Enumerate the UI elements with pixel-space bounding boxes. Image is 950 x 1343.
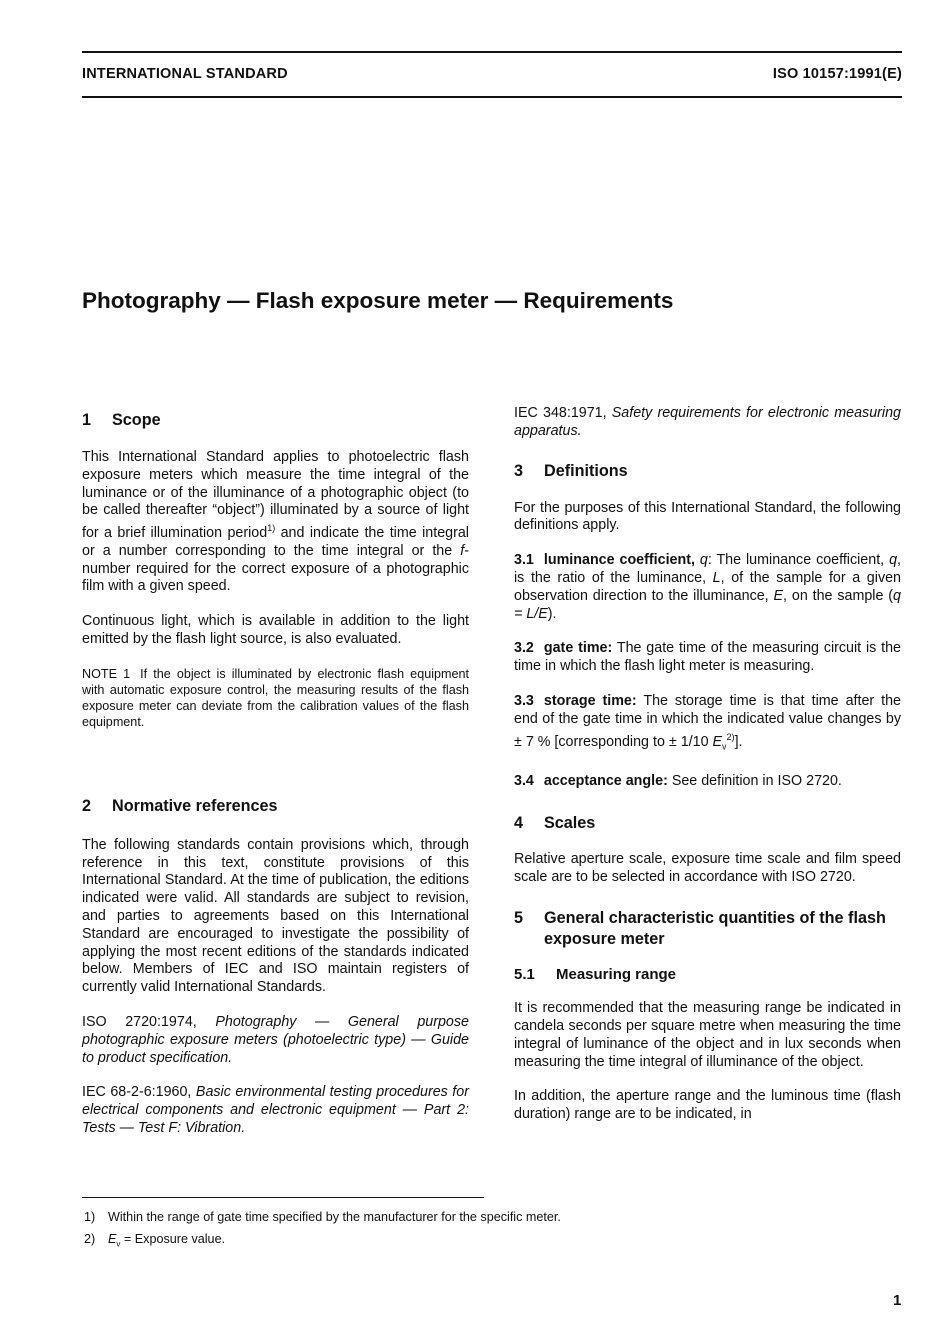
- definition-3-1: [514, 552, 901, 623]
- definitions-intro: For the purposes of this International Standard, the following definitions apply.: [514, 499, 901, 534]
- text-run: : The luminance coefficient,: [707, 552, 890, 569]
- footnote-key: 2): [84, 1232, 96, 1246]
- section-title: General characteristic quantities of the flash exposure meter: [544, 909, 886, 949]
- section-title: Normative references: [112, 796, 278, 815]
- top-rule: [82, 51, 902, 53]
- symbol: q: [889, 552, 898, 569]
- normative-intro-paragraph: The following standards contain provisions which, through reference in this text, constitute provisions of this International Standard. At the time of publication, the editions indicated were valid. All standards are subject to revision, and parties to agreements based on this International Standard are encouraged to investigate the possibility of applying the most recent editions of the standards indicated below. Members of IEC and ISO maintain registers of currently valid International Standards.: [82, 836, 469, 996]
- formula: q = L/E: [514, 587, 901, 622]
- header-rule: [82, 96, 902, 98]
- reference-title: Basic environmental testing procedures for electrical components and electronic equipment — Part 2: Tests — Test F: Vibration.: [82, 1084, 469, 1136]
- text-run: , is the ratio of the luminance,: [514, 552, 901, 586]
- subsection-5-1-heading: [514, 966, 901, 984]
- footnote-ref: 2): [726, 731, 735, 742]
- scope-paragraph: [82, 449, 469, 596]
- text-run: The gate time of the measuring circuit is the time in which the flash light meter is measuring.: [514, 640, 902, 675]
- page-number: 1: [893, 1292, 902, 1309]
- subscript: v: [116, 1239, 121, 1249]
- text-run: , of the sample for a given observation direction to the illuminance,: [514, 569, 901, 604]
- clause-number: 3.4: [514, 772, 534, 789]
- text-run: ].: [734, 733, 743, 750]
- text-run: The storage time is that time after the end of the gate time in which the indicated value changes by ± 7 % [corresponding to ± 1/10: [514, 692, 902, 750]
- footnote-ref: 1): [267, 523, 276, 534]
- right-column: [514, 405, 901, 1141]
- header-standard-number: ISO 10157:1991(E): [772, 66, 902, 82]
- definition-3-2: [514, 640, 901, 676]
- reference-code: ISO 2720:1974,: [82, 1013, 216, 1030]
- term: luminance coefficient,: [543, 552, 700, 569]
- term: gate time:: [543, 640, 613, 657]
- section-number: 1: [82, 411, 92, 429]
- section-title: Scales: [544, 813, 596, 832]
- definition-3-4: [514, 773, 901, 791]
- reference-title: Photography — General purpose photographic exposure meters (photoelectric type) — Guide to product specification.: [82, 1013, 469, 1066]
- subsection-title: Measuring range: [556, 966, 677, 984]
- term: storage time:: [543, 692, 637, 709]
- section-number: 3: [514, 461, 524, 480]
- text-run: -number required for the correct exposure of a photographic film with a given speed.: [82, 542, 469, 595]
- text-run: ).: [547, 605, 557, 622]
- section-1-heading: [82, 410, 469, 431]
- header-standard-type: INTERNATIONAL STANDARD: [82, 66, 288, 82]
- text-run: and indicate the time integral or a number corresponding to the time integral or the: [82, 524, 469, 559]
- scales-paragraph: Relative aperture scale, exposure time scale and film speed scale are to be selected in accordance with ISO 2720.: [514, 850, 901, 885]
- text-run: See definition in ISO 2720.: [667, 772, 842, 789]
- footnote-key: 1): [84, 1210, 96, 1224]
- section-number: 4: [514, 813, 524, 832]
- symbol: E: [712, 733, 723, 750]
- section-2-heading: [82, 796, 469, 817]
- subsection-number: 5.1: [514, 966, 535, 984]
- symbol: E: [773, 587, 784, 604]
- note-1: [82, 666, 469, 730]
- left-column: [82, 405, 469, 1155]
- reference-iec-348: [514, 405, 901, 441]
- note-label: NOTE 1: [82, 666, 131, 681]
- measuring-range-paragraph: It is recommended that the measuring range be indicated in candela seconds per square metre when measuring the time integral of luminance of the object and in lux seconds when measuring the time integral of illuminance of the object.: [514, 1000, 901, 1070]
- footnote-text: = Exposure value.: [120, 1232, 226, 1246]
- section-number: 5: [514, 909, 524, 928]
- aperture-range-paragraph: In addition, the aperture range and the luminous time (flash duration) range are to be indicated, in: [514, 1088, 901, 1123]
- footnote-rule: [82, 1197, 484, 1198]
- reference-iec-68: [82, 1084, 469, 1137]
- text-run: , on the sample (: [783, 587, 894, 604]
- section-number: 2: [82, 796, 92, 815]
- continuous-light-paragraph: Continuous light, which is available in addition to the light emitted by the flash light source, is also evaluated.: [82, 613, 469, 647]
- symbol: L: [712, 569, 721, 586]
- subscript: v: [722, 741, 727, 752]
- reference-code: IEC 68-2-6:1960,: [82, 1084, 196, 1101]
- clause-number: 3.3: [514, 692, 534, 709]
- note-text: If the object is illuminated by electronic flash equipment with automatic exposure control, the measuring results of the flash exposure meter can deviate from the calibration values of the flash equipment.: [82, 666, 469, 729]
- section-4-heading: [514, 813, 901, 834]
- symbol: q: [699, 552, 708, 569]
- footnote-1: [84, 1210, 561, 1224]
- section-3-heading: [514, 461, 901, 482]
- symbol: E: [108, 1232, 117, 1246]
- definition-3-3: [514, 693, 901, 756]
- term: acceptance angle:: [543, 772, 668, 789]
- text-run: This International Standard applies to photoelectric flash exposure meters which measure the time integral of the luminance or of the illuminance of a photographic object (to be called thereafter “object”) illuminated by a source of light for a brief illumination period: [82, 449, 469, 541]
- reference-title: Safety requirements for electronic measuring apparatus.: [514, 405, 901, 439]
- section-5-heading: [514, 908, 901, 950]
- clause-number: 3.1: [514, 552, 534, 569]
- section-title: Scope: [112, 411, 161, 429]
- page-title: Photography — Flash exposure meter — Requirements: [82, 288, 674, 313]
- reference-iso-2720: [82, 1014, 469, 1067]
- clause-number: 3.2: [514, 640, 534, 657]
- footnote-text: Within the range of gate time specified by the manufacturer for the specific meter.: [108, 1210, 561, 1224]
- section-title: Definitions: [544, 461, 628, 480]
- reference-code: IEC 348:1971,: [514, 405, 612, 421]
- footnote-2: [84, 1232, 225, 1249]
- f-number-symbol: f: [460, 542, 465, 559]
